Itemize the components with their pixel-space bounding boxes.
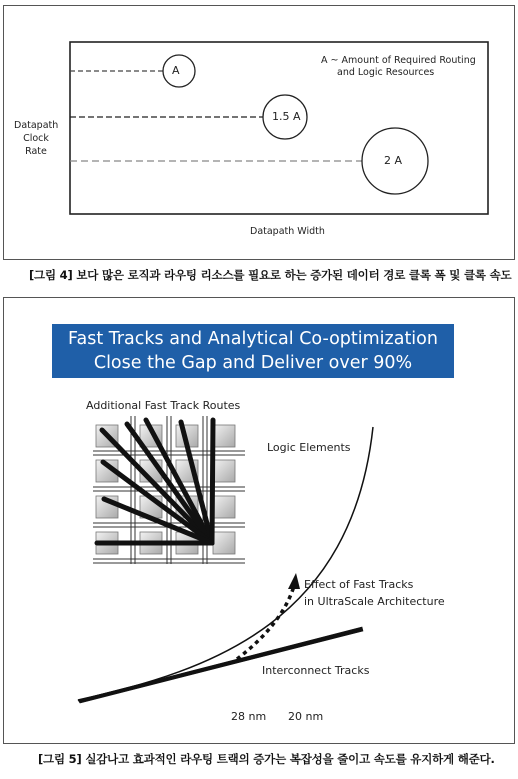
legend-line2: and Logic Resources <box>337 67 435 78</box>
interconnect-label: Interconnect Tracks <box>262 664 370 677</box>
figure5-caption: [그림 5] 실감나고 효과적인 라우팅 트랙의 증가는 복잡성을 줄이고 속도를 유지하게 해준다. <box>38 752 495 766</box>
routes-label: Additional Fast Track Routes <box>86 399 241 412</box>
logic-cell <box>213 425 235 447</box>
node-28nm-label: 28 nm <box>231 710 267 723</box>
effect-arrow-head <box>288 573 300 589</box>
logic-elements-label: Logic Elements <box>267 441 351 454</box>
node-20nm-label: 20 nm <box>288 710 324 723</box>
y-axis-label-line1: Datapath <box>14 120 59 131</box>
circle-1-5a-label: 1.5 A <box>272 110 301 123</box>
effect-label-line1: Effect of Fast Tracks <box>304 578 414 591</box>
y-axis-label-line2: Clock <box>23 133 49 144</box>
effect-label-line2: in UltraScale Architecture <box>304 595 445 608</box>
legend-line1: A ~ Amount of Required Routing <box>321 55 476 66</box>
y-axis-label-line3: Rate <box>25 146 47 157</box>
figure4-caption: [그림 4] 보다 많은 로직과 라우팅 리소스를 필요로 하는 증가된 데이터 경로 클록 폭 및 클록 속도 <box>29 268 512 282</box>
x-axis-label: Datapath Width <box>250 226 325 237</box>
logic-cell <box>213 496 235 518</box>
logic-cell <box>213 532 235 554</box>
figure5-title-line1: Fast Tracks and Analytical Co-optimization <box>68 329 438 349</box>
figure5-title-line2: Close the Gap and Deliver over 90% Utilization <box>93 353 413 397</box>
fast-track-route <box>212 420 213 543</box>
circle-a-label: A <box>172 64 180 77</box>
logic-cell <box>213 460 235 482</box>
circle-2a-label: 2 A <box>384 154 403 167</box>
